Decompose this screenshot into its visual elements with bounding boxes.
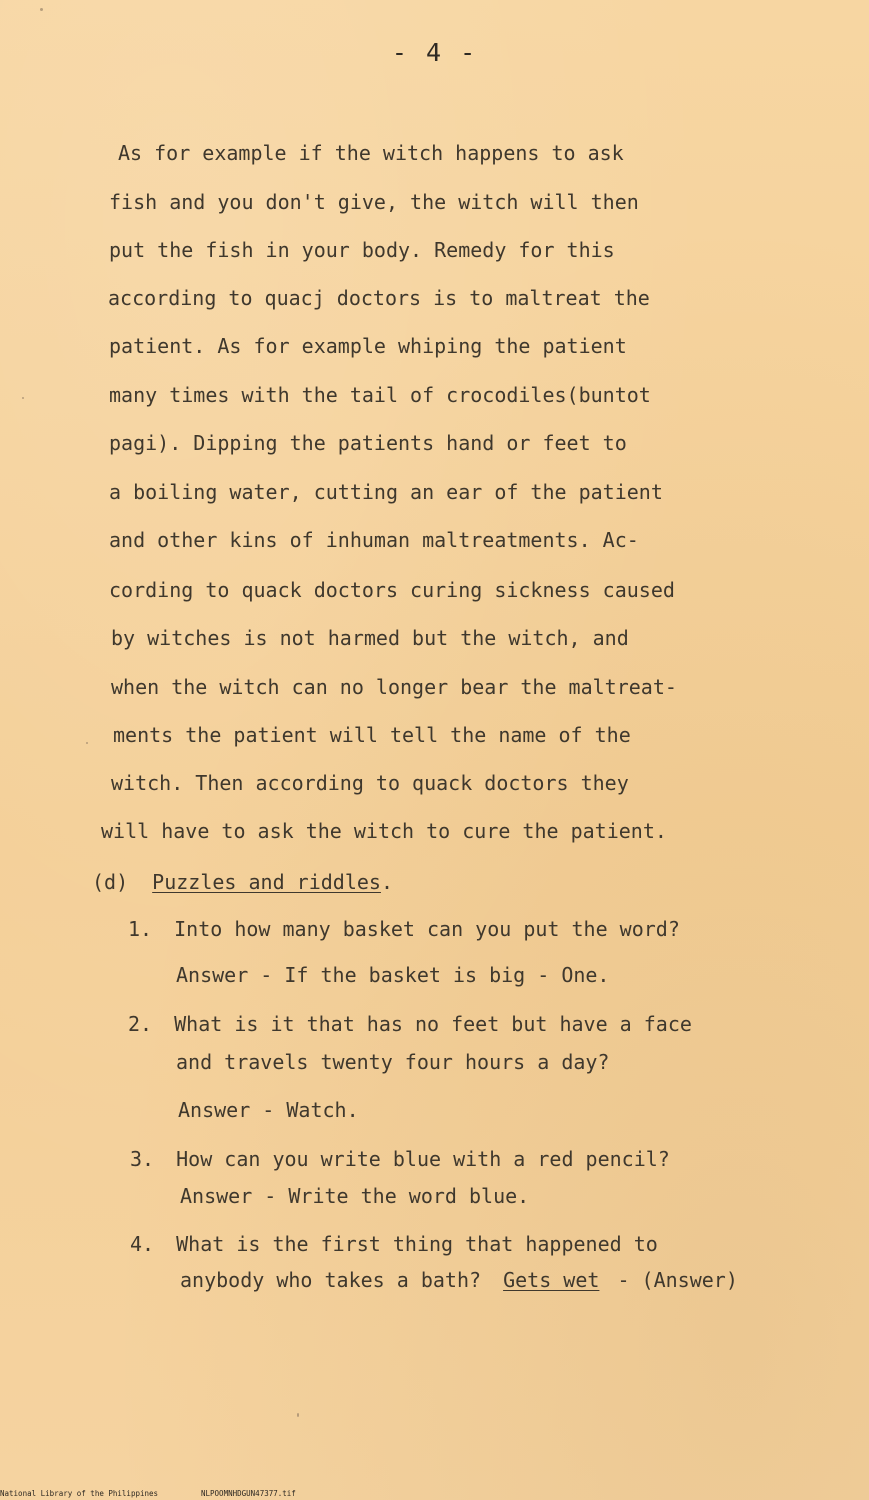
body-line: fish and you don't give, the witch will then [109,190,639,214]
riddle-number: 4. [130,1232,155,1256]
riddle-1 [128,917,680,941]
body-line: ments the patient will tell the name of the [113,723,631,747]
body-line: when the witch can no longer bear the maltreat- [111,675,677,699]
body-line: As for example if the witch happens to ask [118,141,624,165]
body-line: a boiling water, cutting an ear of the patient [109,480,663,504]
riddle-question: What is the first thing that happened to [176,1232,658,1256]
riddle-question: How can you write blue with a red pencil? [176,1147,670,1171]
section-title-period: . [380,870,393,894]
riddle-question: Into how many basket can you put the word? [174,917,680,941]
body-line: and other kins of inhuman maltreatments. Ac- [109,528,639,552]
riddle-answer [180,1268,738,1292]
body-line: cording to quack doctors curing sickness caused [109,578,675,602]
riddle-answer-underlined: Gets wet [503,1268,600,1292]
body-line: put the fish in your body. Remedy for this [109,238,615,262]
body-line: many times with the tail of crocodiles(buntot [109,383,651,407]
riddle-2 [128,1012,692,1036]
footer-library-credit: National Library of the Philippines [0,1489,159,1498]
body-line: witch. Then according to quack doctors they [111,771,629,795]
paper-speck [86,742,88,744]
riddle-answer-suffix: - (Answer) [617,1268,738,1292]
riddle-question: What is it that has no feet but have a face [174,1012,692,1036]
paper-speck [297,1413,299,1417]
riddle-answer: Answer - Write the word blue. [180,1184,530,1208]
riddle-number: 2. [128,1012,153,1036]
body-line: will have to ask the witch to cure the patient. [101,819,667,843]
body-line: according to quacj doctors is to maltreat the [108,286,650,310]
paper-speck [40,8,43,11]
riddle-number: 3. [130,1147,155,1171]
riddle-number: 1. [128,917,153,941]
page-number: - 4 - [391,38,478,67]
paper-speck [22,397,24,399]
section-label: (d) [92,870,129,894]
riddle-question-continued: and travels twenty four hours a day? [176,1050,610,1074]
riddle-answer: Answer - Watch. [178,1098,359,1122]
riddle-4 [130,1232,658,1256]
body-line: pagi). Dipping the patients hand or feet to [109,431,627,455]
section-heading [92,870,393,894]
body-line: patient. As for example whiping the patient [109,334,627,358]
riddle-3 [130,1147,670,1171]
riddle-answer: Answer - If the basket is big - One. [176,963,610,987]
footer-file-name: NLPOOMNHDGUN47377.tif [201,1489,296,1498]
riddle-answer-prefix: anybody who takes a bath? [180,1268,482,1292]
body-line: by witches is not harmed but the witch, and [111,626,629,650]
section-title: Puzzles and riddles [152,870,381,894]
